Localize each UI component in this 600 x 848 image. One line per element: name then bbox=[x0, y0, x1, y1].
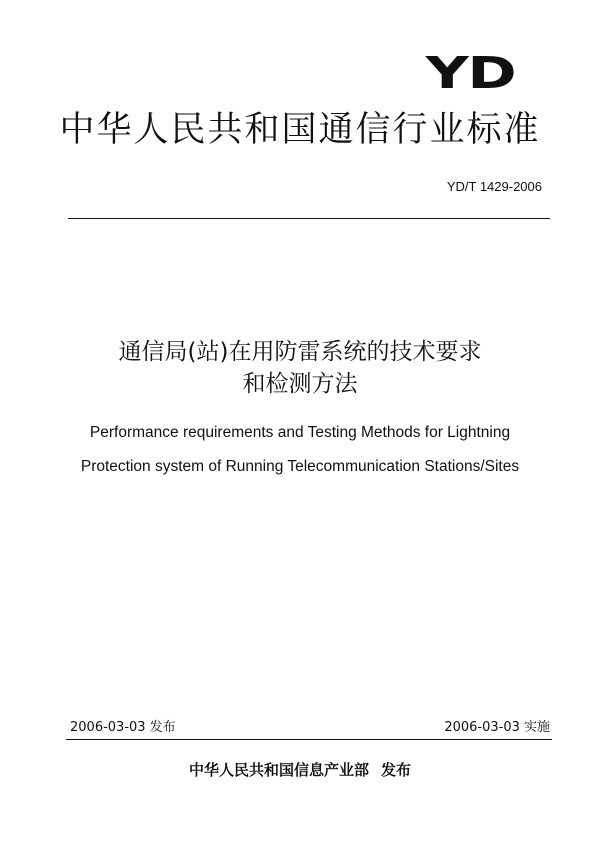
publisher-name: 中华人民共和国信息产业部 bbox=[188, 761, 369, 779]
bottom-divider bbox=[66, 739, 552, 740]
document-title-chinese-line-2: 和检测方法 bbox=[242, 371, 358, 397]
document-title-english bbox=[0, 416, 600, 484]
publisher-line bbox=[0, 763, 600, 778]
publisher-action: 发布 bbox=[381, 761, 412, 779]
implementation-date: 2006-03-03 实施 bbox=[444, 720, 550, 735]
top-divider bbox=[68, 218, 550, 219]
document-title-english-line-1: Performance requirements and Testing Methods for Lightning bbox=[89, 424, 511, 441]
standard-category-title: 中华人民共和国通信行业标准 bbox=[59, 110, 541, 150]
document-title-english-line-2: Protection system of Running Telecommunication Stations/Sites bbox=[80, 458, 520, 475]
document-title-chinese bbox=[0, 336, 600, 400]
issue-date: 2006-03-03 发布 bbox=[70, 720, 176, 735]
document-title-chinese-line-1: 通信局(站)在用防雷系统的技术要求 bbox=[118, 339, 482, 365]
yd-logo: YD bbox=[425, 48, 515, 99]
standard-number: YD/T 1429-2006 bbox=[446, 179, 542, 194]
